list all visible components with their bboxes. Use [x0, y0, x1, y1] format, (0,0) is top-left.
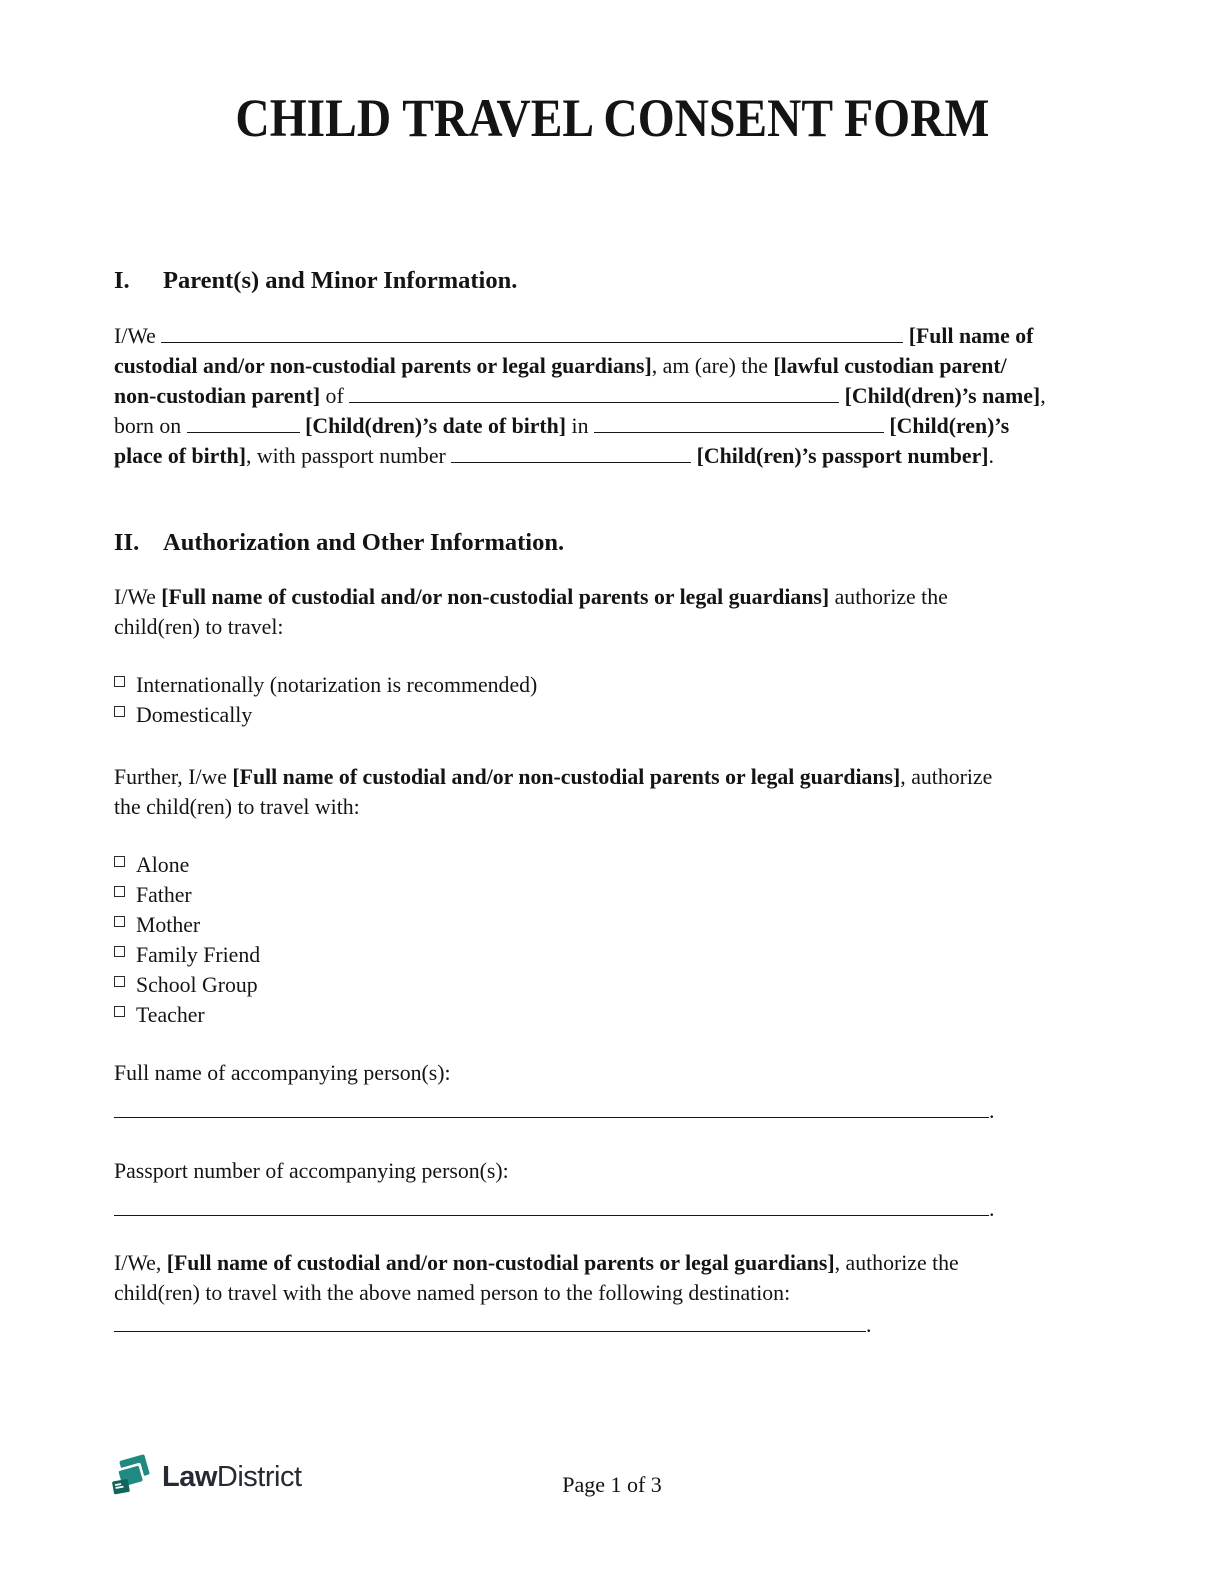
checkbox-icon[interactable]	[114, 946, 125, 957]
text-run: .	[989, 1099, 995, 1123]
text-run: [Child(dren)’s name]	[844, 384, 1041, 408]
text-run: , with passport number	[245, 444, 452, 468]
checkbox-label: Teacher	[136, 1003, 205, 1027]
text-run: [lawful custodian parent/	[773, 354, 1007, 378]
checkbox-icon[interactable]	[114, 976, 125, 987]
text-run: [Full name of custodial and/or non-custodial parents or legal guardians]	[232, 765, 901, 789]
text-run: I/We	[114, 324, 162, 348]
text-run: in	[566, 414, 594, 438]
text-run: of	[320, 384, 350, 408]
text-run: .	[989, 1197, 995, 1221]
text-line	[114, 1278, 1110, 1308]
section-2-number: II.	[114, 529, 140, 556]
destination-fill-line	[114, 1310, 1110, 1340]
checkbox-option[interactable]	[114, 700, 1110, 730]
text-run: child(ren) to travel:	[114, 615, 284, 639]
destination-intro	[114, 1248, 1110, 1308]
section-2-heading	[114, 528, 1110, 558]
fill-in-blank[interactable]	[349, 390, 839, 403]
checkbox-label: Father	[136, 883, 192, 907]
text-line	[114, 1194, 1110, 1224]
text-run: [Full name of	[908, 324, 1034, 348]
text-run: , authorize the	[834, 1251, 959, 1275]
section-1-heading	[114, 266, 1110, 296]
travel-with-options	[114, 850, 1110, 1030]
checkbox-label: Domestically	[136, 703, 253, 727]
text-run: born on	[114, 414, 187, 438]
text-run: child(ren) to travel with the above named person to the following destination:	[114, 1281, 791, 1305]
text-line	[114, 1096, 1110, 1126]
logo-word-district: District	[216, 1460, 302, 1493]
text-line	[114, 1310, 1110, 1340]
checkbox-label: Internationally (notarization is recommended)	[136, 673, 538, 697]
text-line	[114, 792, 1110, 822]
fill-in-blank[interactable]	[114, 1319, 866, 1332]
text-run: , authorize	[900, 765, 993, 789]
logo-word-law: Law	[162, 1460, 217, 1493]
section-1-title: Parent(s) and Minor Information.	[163, 267, 518, 294]
travel-scope-intro	[114, 582, 1110, 642]
checkbox-label: Mother	[136, 913, 201, 937]
checkbox-option[interactable]	[114, 880, 1110, 910]
text-line	[114, 612, 1110, 642]
checkbox-icon[interactable]	[114, 706, 125, 717]
fill-in-blank[interactable]	[161, 330, 903, 343]
text-run: I/We,	[114, 1251, 167, 1275]
checkbox-option[interactable]	[114, 670, 1110, 700]
text-run: authorize the	[829, 585, 948, 609]
text-run: .	[866, 1313, 872, 1337]
travel-with-intro	[114, 762, 1110, 822]
text-run: custodial and/or non-custodial parents or legal guardians]	[114, 354, 652, 378]
text-line	[114, 381, 1110, 411]
checkbox-icon[interactable]	[114, 886, 125, 897]
checkbox-icon[interactable]	[114, 916, 125, 927]
travel-scope-options	[114, 670, 1110, 730]
text-run: place of birth]	[114, 444, 246, 468]
checkbox-option[interactable]	[114, 940, 1110, 970]
checkbox-option[interactable]	[114, 1000, 1110, 1030]
checkbox-option[interactable]	[114, 850, 1110, 880]
text-run: non-custodian parent]	[114, 384, 321, 408]
fill-in-blank[interactable]	[114, 1203, 989, 1216]
checkbox-option[interactable]	[114, 910, 1110, 940]
accompanying-passport-fill-line	[114, 1194, 1110, 1224]
text-run: the child(ren) to travel with:	[114, 795, 360, 819]
text-run: , am (are) the	[651, 354, 774, 378]
text-line	[114, 411, 1110, 441]
fill-in-blank[interactable]	[187, 420, 300, 433]
section-2-title: Authorization and Other Information.	[163, 529, 565, 556]
checkbox-label: Alone	[136, 853, 190, 877]
text-run: [Child(dren)’s date of birth]	[305, 414, 567, 438]
checkbox-icon[interactable]	[114, 1006, 125, 1017]
text-line	[114, 762, 1110, 792]
text-run: [Full name of custodial and/or non-custodial parents or legal guardians]	[161, 585, 830, 609]
text-line	[114, 582, 1110, 612]
accompanying-passport-label: Passport number of accompanying person(s):	[114, 1159, 509, 1183]
text-run: [Full name of custodial and/or non-custodial parents or legal guardians]	[166, 1251, 835, 1275]
text-line	[114, 351, 1110, 381]
checkbox-label: Family Friend	[136, 943, 261, 967]
page-title-text: CHILD TRAVEL CONSENT FORM	[235, 88, 989, 148]
page-footer	[0, 1448, 1224, 1538]
fill-in-blank[interactable]	[451, 450, 691, 463]
text-line	[114, 1248, 1110, 1278]
text-run: ,	[1040, 384, 1046, 408]
text-run: [Child(ren)’s passport number]	[696, 444, 989, 468]
checkbox-icon[interactable]	[114, 856, 125, 867]
accompanying-name-fill-line	[114, 1096, 1110, 1126]
page-title	[114, 0, 1110, 150]
text-run: [Child(ren)’s	[889, 414, 1010, 438]
text-line	[114, 441, 1110, 471]
text-run: .	[988, 444, 994, 468]
fill-in-blank[interactable]	[114, 1105, 989, 1118]
section-1-number: I.	[114, 267, 130, 294]
parent-minor-paragraph	[114, 321, 1110, 471]
checkbox-option[interactable]	[114, 970, 1110, 1000]
text-line	[114, 321, 1110, 351]
text-run: I/We	[114, 585, 162, 609]
accompanying-name-label: Full name of accompanying person(s):	[114, 1061, 451, 1085]
checkbox-label: School Group	[136, 973, 258, 997]
text-run: Further, I/we	[114, 765, 233, 789]
fill-in-blank[interactable]	[594, 420, 884, 433]
checkbox-icon[interactable]	[114, 676, 125, 687]
page-number-indicator: Page 1 of 3	[562, 1472, 662, 1497]
